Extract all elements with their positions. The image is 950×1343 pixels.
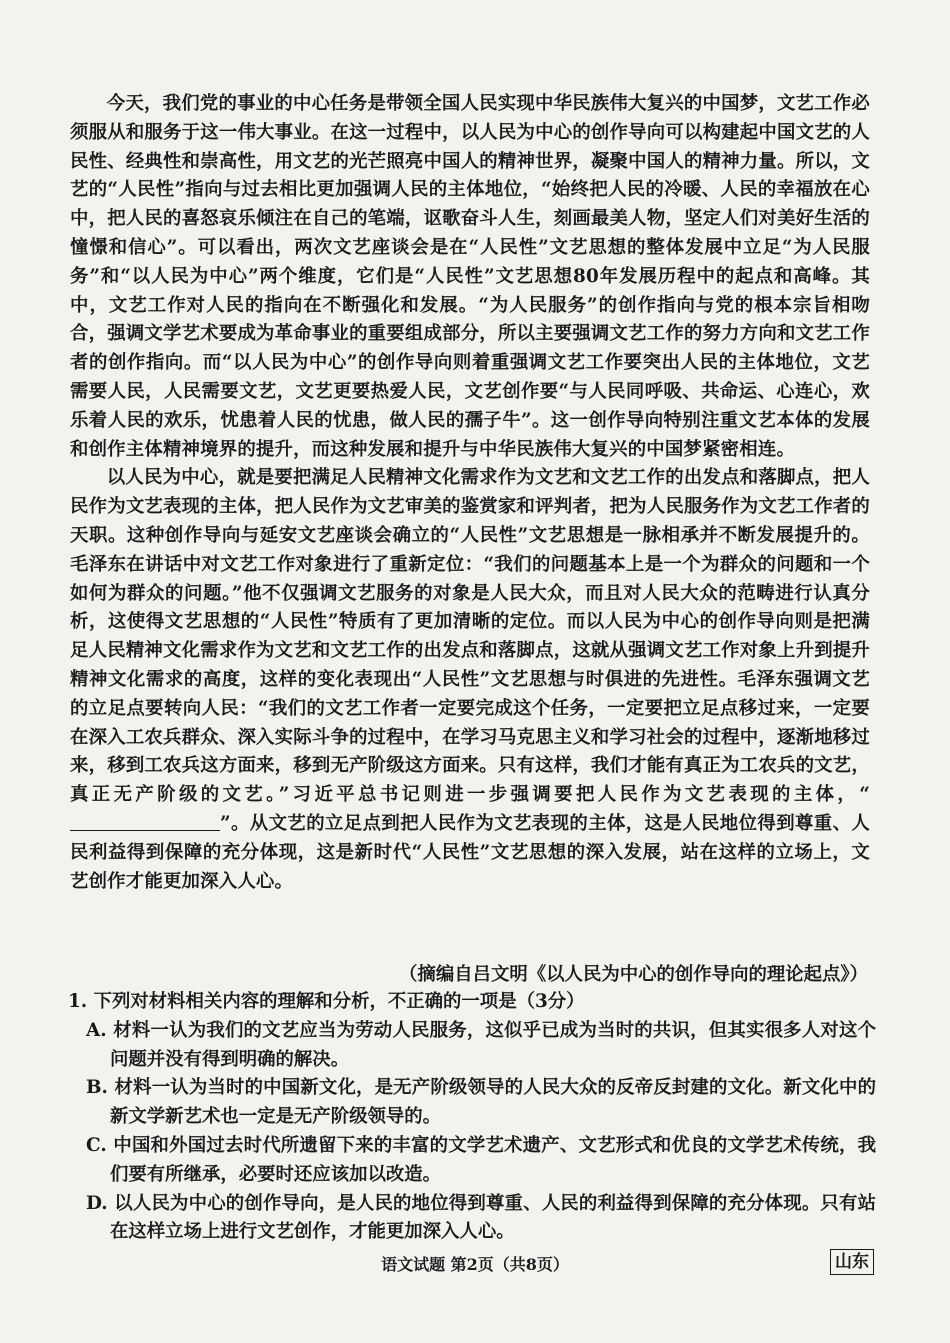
passage-paragraph-2-tail: ”。从文艺的立足点到把人民作为文艺表现的主体，这是人民地位得到尊重、人民利益得到保障的充分体现，这是新时代“人民性”文艺思想的深入发展，站在这样的立场上，文艺创作才能更加深入人心。	[70, 812, 870, 892]
question-stem: 1. 下列对材料相关内容的理解和分析，不正确的一项是（3分）	[68, 991, 585, 1012]
option-a: A. 材料一认为我们的文艺应当为劳动人民服务，这似乎已成为当时的共识，但其实很多人对这个问题并没有得到明确的解决。	[86, 1019, 876, 1070]
reading-passage	[70, 90, 870, 896]
passage-source: （摘编自吕文明《以人民为中心的创作导向的理论起点》）	[399, 964, 868, 985]
passage-paragraph-2	[70, 464, 870, 896]
region-stamp: 山东	[830, 1249, 874, 1275]
question-1	[68, 988, 876, 1247]
fill-in-blank	[70, 812, 220, 831]
passage-paragraph-2-text: 以人民为中心，就是要把满足人民精神文化需求作为文艺和文艺工作的出发点和落脚点，把人民作为文艺表现的主体，把人民作为文艺审美的鉴赏家和评判者，把为人民服务作为文艺工作者的天职。这种创作导向与延安文艺座谈会确立的“人民性”文艺思想是一脉相承并不断发展提升的。毛泽东在讲话中对文艺工作对象进行了重新定位：“我们的问题基本上是一个为群众的问题和一个如何为群众的问题。”他不仅强调文艺服务的对象是人民大众，而且对人民大众的范畴进行认真分析，这使得文艺思想的“人民性”特质有了更加清晰的定位。而以人民为中心的创作导向则是把满足人民精神文化需求作为文艺和文艺工作的出发点和落脚点，这就从强调文艺工作对象上升到提升精神文化需求的高度，这样的变化表现出“人民性”文艺思想与时俱进的先进性。毛泽东强调文艺的立足点要转向人民：“我们的文艺工作者一定要完成这个任务，一定要把立足点移过来，一定要在深入工农兵群众、深入实际斗争的过程中，在学习马克思主义和学习社会的过程中，逐渐地移过来，移到工农兵这方面来，移到无产阶级这方面来。只有这样，我们才能有真正为工农兵的文艺，真正无产阶级的文艺。”习近平总书记则进一步强调要把人民作为文艺表现的主体，“	[70, 467, 870, 806]
option-b: B. 材料一认为当时的中国新文化，是无产阶级领导的人民大众的反帝反封建的文化。新文化中的新文学新艺术也一定是无产阶级领导的。	[86, 1077, 876, 1128]
page-footer: 语文试题 第2页（共8页）	[381, 1255, 569, 1274]
option-d: D. 以人民为中心的创作导向，是人民的地位得到尊重、人民的利益得到保障的充分体现。只有站在这样立场上进行文艺创作，才能更加深入人心。	[86, 1192, 876, 1243]
passage-paragraph-1: 今天，我们党的事业的中心任务是带领全国人民实现中华民族伟大复兴的中国梦，文艺工作必须服从和服务于这一伟大事业。在这一过程中，以人民为中心的创作导向可以构建起中国文艺的人民性、经典性和崇高性，用文艺的光芒照亮中国人的精神世界，凝聚中国人的精神力量。所以，文艺的“人民性”指向与过去相比更加强调人民的主体地位，“始终把人民的冷暖、人民的幸福放在心中，把人民的喜怒哀乐倾注在自己的笔端，讴歌奋斗人生，刻画最美人物，坚定人们对美好生活的憧憬和信心”。可以看出，两次文艺座谈会是在“人民性”文艺思想的整体发展中立足“为人民服务”和“以人民为中心”两个维度，它们是“人民性”文艺思想80年发展历程中的起点和高峰。其中，文艺工作对人民的指向在不断强化和发展。“为人民服务”的创作指向与党的根本宗旨相吻合，强调文学艺术要成为革命事业的重要组成部分，所以主要强调文艺工作的努力方向和文艺工作者的创作指向。而“以人民为中心”的创作导向则着重强调文艺工作要突出人民的主体地位，文艺需要人民，人民需要文艺，文艺更要热爱人民，文艺创作要“与人民同呼吸、共命运、心连心，欢乐着人民的欢乐，忧患着人民的忧患，做人民的孺子牛”。这一创作导向特别注重文艺本体的发展和创作主体精神境界的提升，而这种发展和提升与中华民族伟大复兴的中国梦紧密相连。	[70, 93, 870, 460]
option-c: C. 中国和外国过去时代所遗留下来的丰富的文学艺术遗产、文艺形式和优良的文学艺术传统，我们要有所继承，必要时还应该加以改造。	[86, 1134, 876, 1185]
